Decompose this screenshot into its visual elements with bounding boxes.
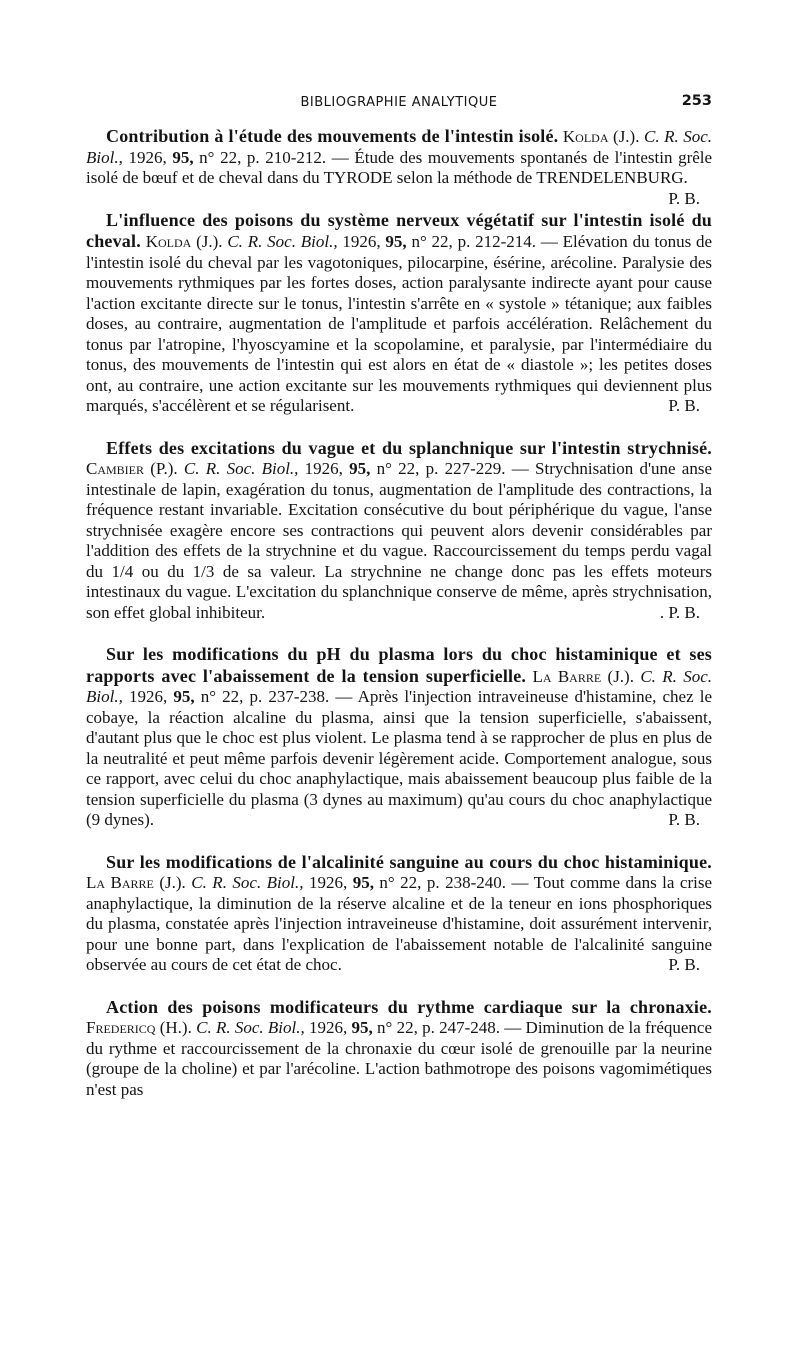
entry-year: 1926, [309, 1018, 348, 1037]
entry-year: 1926, [128, 147, 167, 167]
bibliography-entry [86, 997, 712, 1101]
entry-volume: 95, [351, 1018, 373, 1037]
entry-issue-pages: n° 22, p. 237-238. [200, 687, 330, 706]
entry-title: Sur les modifications du pH du plasma lors du choc histaminique et ses rapports avec l'abaissement de la tension superficielle. [86, 644, 712, 686]
entry-year: 1926, [128, 687, 168, 706]
entry-journal: C. R. Soc. Biol., [227, 232, 338, 251]
entry-author: Kolda [145, 232, 192, 251]
entry-signature: P. B. [668, 188, 700, 208]
entry-issue-pages: n° 22, p. 227-229. [376, 459, 506, 478]
entry-author: La Barre [532, 666, 602, 686]
entry-abstract: — Diminution de la fréquence du rythme et raccourcissement de la chronaxie du cœur isolé de grenouille par la neurine (groupe de la choline) et par l'arécoline. L'action bathmotrope des poisons vagomimétiques n'est pas [86, 1018, 713, 1099]
bibliography-entry [86, 644, 712, 831]
bibliography-entry [86, 438, 712, 624]
entry-issue-pages: n° 22, p. 247-248. [377, 1018, 501, 1037]
entry-year: 1926, [304, 459, 343, 478]
bibliography-entry [86, 126, 713, 208]
entry-title: Sur les modifications de l'alcalinité sanguine au cours du choc histaminique. [106, 851, 712, 872]
entry-author-initials: (J.). [159, 873, 186, 892]
entry-title: Action des poisons modificateurs du rythme cardiaque sur la chronaxie. [106, 996, 712, 1017]
bibliography-entries [86, 126, 712, 1121]
page-number: 253 [681, 93, 712, 109]
running-head-title: BIBLIOGRAPHIE ANALYTIQUE [300, 95, 498, 110]
entry-journal: C. R. Soc. Biol., [183, 459, 299, 478]
entry-abstract: — Strychnisation d'une anse intestinale de lapin, exagération du tonus, augmentation de l'amplitude des contractions, la fréquence restant invariable. Excitation consécutive du bout périphérique du vague, l'anse strychnisée exagère encore ses contractions qui peuvent alors devenir considérables par l'addition des effets de la strychnine et du vague. Raccourcissement du temps perdu vagal du 1/4 ou du 1/3 de sa valeur. La strychnine ne change donc pas les effets moteurs intestinaux du vague. L'excitation du splanchnique conserve de même, après strychnisation, son effet global inhibiteur. [86, 459, 713, 622]
entry-author: Kolda [562, 127, 609, 146]
bibliography-entry [86, 210, 712, 417]
entry-title: Contribution à l'étude des mouvements de l'intestin isolé. [106, 126, 559, 146]
entry-journal: C. R. Soc. Biol., [191, 873, 304, 892]
entry-volume: 95, [349, 459, 371, 478]
entry-abstract: — Étude des mouvements spontanés de l'intestin grêle isolé de bœuf et de cheval dans du TYRODE selon la méthode de TRENDELENBURG. [86, 147, 713, 187]
entry-abstract: — Après l'injection intraveineuse d'histamine, chez le cobaye, la réaction alcaline du plasma, ainsi que la tension superficielle, s'abaissent, d'autant plus que le choc est plus violent. Le plasma tend à se rapprocher de plus en plus de la neutralité et peut même parfois devenir légèrement acide. Comportement analogue, sous ce rapport, avec celui du choc anaphylactique, mais abaissement beaucoup plus faible de la tension superficielle du plasma (3 dynes au maximum) qu'au cours du choc anaphylactique (9 dynes). [86, 687, 713, 829]
entry-signature: P. B. [668, 810, 700, 829]
running-head [86, 92, 712, 114]
entry-author: Fredericq [86, 1018, 156, 1037]
entry-signature: P. B. [668, 396, 700, 415]
entry-volume: 95, [385, 232, 407, 251]
entry-volume: 95, [352, 873, 374, 892]
bibliography-entry [86, 852, 712, 976]
entry-volume: 95, [173, 687, 195, 706]
entry-author-initials: (H.). [159, 1018, 192, 1037]
entry-author-initials: (J.). [196, 232, 223, 251]
entry-author-initials: (J.). [607, 666, 634, 686]
entry-journal: C. R. Soc. Biol., [196, 1018, 305, 1037]
entry-title: L'influence des poisons du système nerveux végétatif sur l'intestin isolé du cheval. [86, 209, 712, 251]
entry-journal: C. R. Soc. Biol., [86, 127, 713, 167]
entry-signature: P. B. [668, 955, 700, 974]
entry-year: 1926, [342, 232, 381, 251]
entry-author-initials: (J.). [613, 127, 640, 146]
entry-author: La Barre [86, 873, 154, 892]
entry-year: 1926, [308, 873, 348, 892]
entry-issue-pages: n° 22, p. 210-212. [199, 147, 327, 167]
entry-issue-pages: n° 22, p. 212-214. [411, 232, 537, 251]
entry-author-initials: (P.). [150, 459, 178, 478]
entry-abstract: — Elévation du tonus de l'intestin isolé du cheval par les vagotoniques, pilocarpine, ésérine, arécoline. Paralysie des mouvements rythmiques par les fortes doses, action paralysante indirecte ayant pour cause l'action excitante directe sur le tonus, l'intestin s'arrête en « systole » tétanique; aux faibles doses, au contraire, augmentation de l'amplitude et parfois accélération. Relâchement du tonus par l'atropine, l'hyoscyamine et la scopolamine, et paralysie, par l'intermédiaire du tonus, des mouvements de l'intestin qui est alors en état de « diastole »; les petites doses ont, au contraire, une action excitante sur les mouvements rythmiques qui deviennent plus marqués, s'accélèrent et se régularisent. [86, 232, 713, 415]
entry-abstract: — Tout comme dans la crise anaphylactique, la diminution de la réserve alcaline et de la teneur en ions phosphoriques du plasma, constatée après l'injection intraveineuse d'histamine, doit assurément intervenir, pour une bonne part, dans l'explication de l'abaissement notable de l'alcalinité sanguine observée au cours de cet état de choc. [86, 873, 712, 974]
entry-issue-pages: n° 22, p. 238-240. [379, 873, 507, 892]
entry-signature: . P. B. [659, 602, 700, 622]
entry-volume: 95, [172, 147, 194, 167]
entry-author: Cambier [86, 459, 145, 478]
entry-title: Effets des excitations du vague et du splanchnique sur l'intestin strychnisé. [106, 437, 712, 458]
entry-journal: C. R. Soc. Biol., [86, 666, 712, 706]
